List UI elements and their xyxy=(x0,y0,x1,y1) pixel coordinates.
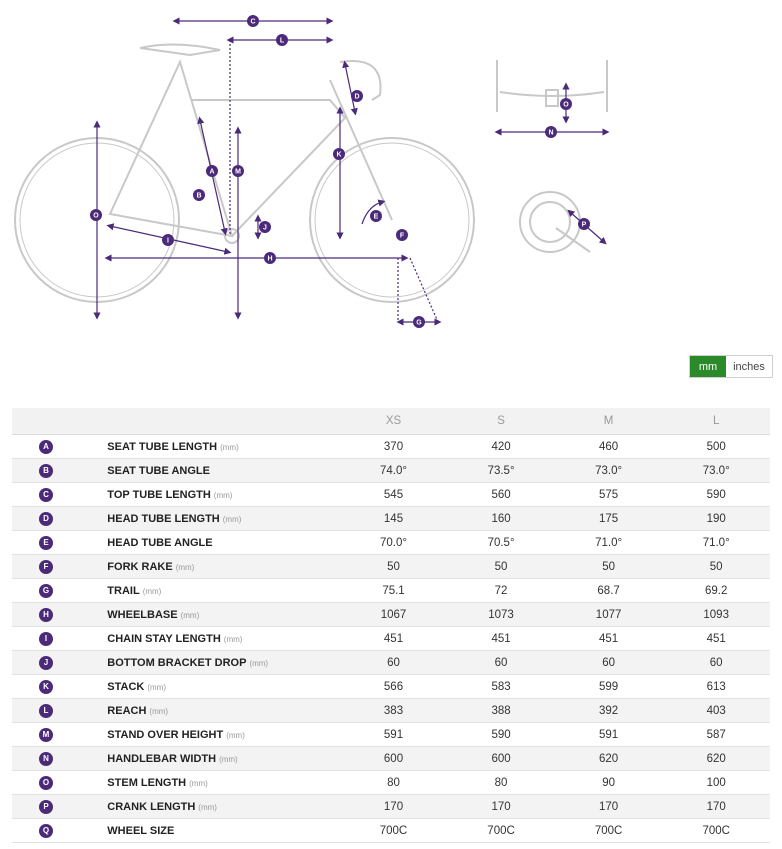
row-badge-cell xyxy=(12,723,107,747)
row-label: WHEEL SIZE xyxy=(107,824,175,837)
value-cell: 460 xyxy=(555,435,663,459)
table-row xyxy=(12,603,770,627)
value-cell: 71.0° xyxy=(555,531,663,555)
value-cell: 583 xyxy=(447,675,555,699)
row-label: REACH xyxy=(107,704,147,717)
value-cell: 590 xyxy=(662,483,770,507)
value-cell: 60 xyxy=(662,651,770,675)
svg-text:O: O xyxy=(563,101,569,109)
value-cell: 50 xyxy=(447,555,555,579)
badge-h xyxy=(264,252,276,264)
value-cell: 80 xyxy=(340,771,448,795)
geometry-table xyxy=(12,408,770,843)
row-label-cell xyxy=(107,555,339,579)
value-cell: 403 xyxy=(662,699,770,723)
row-unit: (mm) xyxy=(226,730,245,740)
row-unit: (mm) xyxy=(147,682,167,692)
row-badge-cell xyxy=(12,603,107,627)
value-cell: 170 xyxy=(447,795,555,819)
value-cell: 370 xyxy=(340,435,448,459)
row-label: SEAT TUBE ANGLE xyxy=(107,464,210,477)
table-row xyxy=(12,795,770,819)
row-badge: P xyxy=(39,800,53,814)
badge-e xyxy=(370,210,382,222)
value-cell: 170 xyxy=(555,795,663,819)
value-cell: 560 xyxy=(447,483,555,507)
row-badge: K xyxy=(39,680,53,694)
value-cell: 90 xyxy=(555,771,663,795)
row-label-cell xyxy=(107,675,339,699)
row-label: CHAIN STAY LENGTH xyxy=(107,632,221,645)
row-label-cell xyxy=(107,651,339,675)
row-badge-cell xyxy=(12,555,107,579)
table-row xyxy=(12,747,770,771)
row-badge-cell xyxy=(12,675,107,699)
row-unit: (mm) xyxy=(198,802,217,812)
svg-text:F: F xyxy=(399,232,405,240)
svg-text:L: L xyxy=(279,37,285,45)
value-cell: 575 xyxy=(555,483,663,507)
row-badge: A xyxy=(39,440,53,454)
row-badge-cell xyxy=(12,531,107,555)
size-header: L xyxy=(662,408,770,435)
units-toggle xyxy=(689,355,773,378)
bike-outline xyxy=(15,44,474,302)
row-label-cell xyxy=(107,459,339,483)
row-unit: (mm) xyxy=(249,658,269,668)
value-cell: 72 xyxy=(447,579,555,603)
row-label-cell xyxy=(107,531,339,555)
value-cell: 70.0° xyxy=(340,531,448,555)
row-label: CRANK LENGTH xyxy=(107,800,196,813)
row-label-cell xyxy=(107,723,339,747)
value-cell: 69.2 xyxy=(662,579,770,603)
svg-text:G: G xyxy=(416,319,422,327)
row-badge-cell xyxy=(12,771,107,795)
row-badge: J xyxy=(39,656,53,670)
table-row xyxy=(12,459,770,483)
table-row xyxy=(12,651,770,675)
badge-f xyxy=(396,229,408,241)
value-cell: 74.0° xyxy=(340,459,448,483)
row-unit: (mm) xyxy=(220,442,239,452)
row-badge: M xyxy=(39,728,53,742)
row-badge-cell xyxy=(12,819,107,843)
badge-m xyxy=(232,165,244,177)
value-cell: 451 xyxy=(447,627,555,651)
value-cell: 613 xyxy=(662,675,770,699)
badge-o-diagram xyxy=(90,209,102,221)
row-badge: N xyxy=(39,752,53,766)
row-badge-cell xyxy=(12,651,107,675)
svg-text:A: A xyxy=(209,168,215,176)
row-badge: E xyxy=(39,536,53,550)
value-cell: 700C xyxy=(447,819,555,843)
svg-text:H: H xyxy=(267,255,273,263)
row-label-cell xyxy=(107,603,339,627)
row-badge: B xyxy=(39,464,53,478)
value-cell: 451 xyxy=(555,627,663,651)
value-cell: 620 xyxy=(555,747,663,771)
table-row xyxy=(12,555,770,579)
svg-text:O: O xyxy=(93,212,99,220)
row-unit: (mm) xyxy=(149,706,169,716)
size-header: S xyxy=(447,408,555,435)
table-header-row xyxy=(12,408,770,435)
row-unit: (mm) xyxy=(222,514,242,524)
value-cell: 591 xyxy=(555,723,663,747)
badge-o xyxy=(560,98,572,110)
table-row xyxy=(12,627,770,651)
badge-k xyxy=(333,148,345,160)
value-cell: 50 xyxy=(555,555,663,579)
table-row xyxy=(12,531,770,555)
row-badge-cell xyxy=(12,483,107,507)
value-cell: 620 xyxy=(662,747,770,771)
badge-a xyxy=(206,165,218,177)
value-cell: 591 xyxy=(340,723,448,747)
value-cell: 590 xyxy=(447,723,555,747)
value-cell: 170 xyxy=(340,795,448,819)
row-badge-cell xyxy=(12,699,107,723)
units-inches-button[interactable]: inches xyxy=(726,356,772,377)
value-cell: 145 xyxy=(340,507,448,531)
value-cell: 600 xyxy=(447,747,555,771)
row-label: HEAD TUBE LENGTH xyxy=(107,512,220,525)
row-label: HEAD TUBE ANGLE xyxy=(107,536,213,549)
row-label-cell xyxy=(107,795,339,819)
row-label: TRAIL xyxy=(107,584,140,597)
value-cell: 60 xyxy=(447,651,555,675)
value-cell: 545 xyxy=(340,483,448,507)
value-cell: 50 xyxy=(340,555,448,579)
value-cell: 100 xyxy=(662,771,770,795)
value-cell: 392 xyxy=(555,699,663,723)
row-label-cell xyxy=(107,747,339,771)
row-badge: C xyxy=(39,488,53,502)
row-unit: (mm) xyxy=(175,562,195,572)
value-cell: 451 xyxy=(662,627,770,651)
value-cell: 1077 xyxy=(555,603,663,627)
size-header: M xyxy=(555,408,663,435)
row-unit: (mm) xyxy=(180,610,200,620)
badge-p xyxy=(578,218,590,230)
header-blank xyxy=(12,408,107,435)
value-cell: 420 xyxy=(447,435,555,459)
table-row xyxy=(12,507,770,531)
value-cell: 190 xyxy=(662,507,770,531)
row-badge: Q xyxy=(39,824,53,838)
value-cell: 175 xyxy=(555,507,663,531)
svg-text:C: C xyxy=(250,18,256,26)
row-badge-cell xyxy=(12,507,107,531)
row-label: STEM LENGTH xyxy=(107,776,187,789)
value-cell: 383 xyxy=(340,699,448,723)
row-label: TOP TUBE LENGTH xyxy=(107,488,211,501)
value-cell: 68.7 xyxy=(555,579,663,603)
row-badge: H xyxy=(39,608,53,622)
row-unit: (mm) xyxy=(213,490,233,500)
row-label-cell xyxy=(107,699,339,723)
value-cell: 73.5° xyxy=(447,459,555,483)
row-label: BOTTOM BRACKET DROP xyxy=(107,656,247,669)
dimension-lines xyxy=(97,18,606,322)
value-cell: 170 xyxy=(662,795,770,819)
row-badge: I xyxy=(39,632,53,646)
row-label: WHEELBASE xyxy=(107,608,178,621)
value-cell: 60 xyxy=(340,651,448,675)
svg-text:I: I xyxy=(167,237,169,245)
row-badge: L xyxy=(39,704,53,718)
value-cell: 160 xyxy=(447,507,555,531)
row-badge-cell xyxy=(12,435,107,459)
badge-i xyxy=(162,234,174,246)
row-badge-cell xyxy=(12,627,107,651)
svg-text:J: J xyxy=(263,224,267,232)
value-cell: 599 xyxy=(555,675,663,699)
row-badge: G xyxy=(39,584,53,598)
value-cell: 451 xyxy=(340,627,448,651)
table-row xyxy=(12,435,770,459)
table-row xyxy=(12,723,770,747)
value-cell: 50 xyxy=(662,555,770,579)
svg-text:B: B xyxy=(196,192,202,200)
row-label-cell xyxy=(107,627,339,651)
value-cell: 1093 xyxy=(662,603,770,627)
size-header: XS xyxy=(340,408,448,435)
value-cell: 73.0° xyxy=(662,459,770,483)
row-label: FORK RAKE xyxy=(107,560,173,573)
value-cell: 587 xyxy=(662,723,770,747)
table-row xyxy=(12,483,770,507)
svg-text:K: K xyxy=(336,151,342,159)
badge-g xyxy=(413,316,425,328)
value-cell: 500 xyxy=(662,435,770,459)
header-blank-label xyxy=(107,408,339,435)
svg-text:D: D xyxy=(354,93,360,101)
value-cell: 700C xyxy=(340,819,448,843)
row-unit: (mm) xyxy=(142,586,162,596)
badge-n xyxy=(545,126,557,138)
value-cell: 700C xyxy=(555,819,663,843)
row-badge: F xyxy=(39,560,53,574)
row-label: STAND OVER HEIGHT xyxy=(107,728,224,741)
row-badge: D xyxy=(39,512,53,526)
value-cell: 70.5° xyxy=(447,531,555,555)
badge-b xyxy=(193,189,205,201)
badge-d xyxy=(351,90,363,102)
badge-j xyxy=(259,221,271,233)
svg-text:N: N xyxy=(548,129,554,137)
value-cell: 600 xyxy=(340,747,448,771)
value-cell: 75.1 xyxy=(340,579,448,603)
table-row xyxy=(12,819,770,843)
value-cell: 1073 xyxy=(447,603,555,627)
row-label-cell xyxy=(107,483,339,507)
row-label-cell xyxy=(107,507,339,531)
value-cell: 73.0° xyxy=(555,459,663,483)
row-label-cell xyxy=(107,579,339,603)
row-label-cell xyxy=(107,771,339,795)
badge-c xyxy=(247,15,259,27)
row-label: SEAT TUBE LENGTH xyxy=(107,440,218,453)
svg-text:M: M xyxy=(235,168,241,176)
value-cell: 700C xyxy=(662,819,770,843)
handlebar-outline xyxy=(497,60,607,112)
value-cell: 566 xyxy=(340,675,448,699)
geometry-diagram xyxy=(0,0,782,345)
row-badge-cell xyxy=(12,747,107,771)
value-cell: 71.0° xyxy=(662,531,770,555)
row-unit: (mm) xyxy=(189,778,208,788)
value-cell: 60 xyxy=(555,651,663,675)
table-row xyxy=(12,771,770,795)
row-label-cell xyxy=(107,435,339,459)
svg-text:P: P xyxy=(581,221,587,229)
table-row xyxy=(12,675,770,699)
row-badge-cell xyxy=(12,579,107,603)
row-unit: (mm) xyxy=(219,754,238,764)
row-unit: (mm) xyxy=(223,634,243,644)
table-row xyxy=(12,579,770,603)
row-label-cell xyxy=(107,819,339,843)
badge-l xyxy=(276,34,288,46)
value-cell: 1067 xyxy=(340,603,448,627)
units-mm-button[interactable]: mm xyxy=(690,356,726,377)
row-label: HANDLEBAR WIDTH xyxy=(107,752,217,765)
value-cell: 80 xyxy=(447,771,555,795)
table-row xyxy=(12,699,770,723)
row-label: STACK xyxy=(107,680,145,693)
value-cell: 388 xyxy=(447,699,555,723)
row-badge: O xyxy=(39,776,53,790)
svg-text:E: E xyxy=(373,213,379,221)
row-badge-cell xyxy=(12,795,107,819)
row-badge-cell xyxy=(12,459,107,483)
